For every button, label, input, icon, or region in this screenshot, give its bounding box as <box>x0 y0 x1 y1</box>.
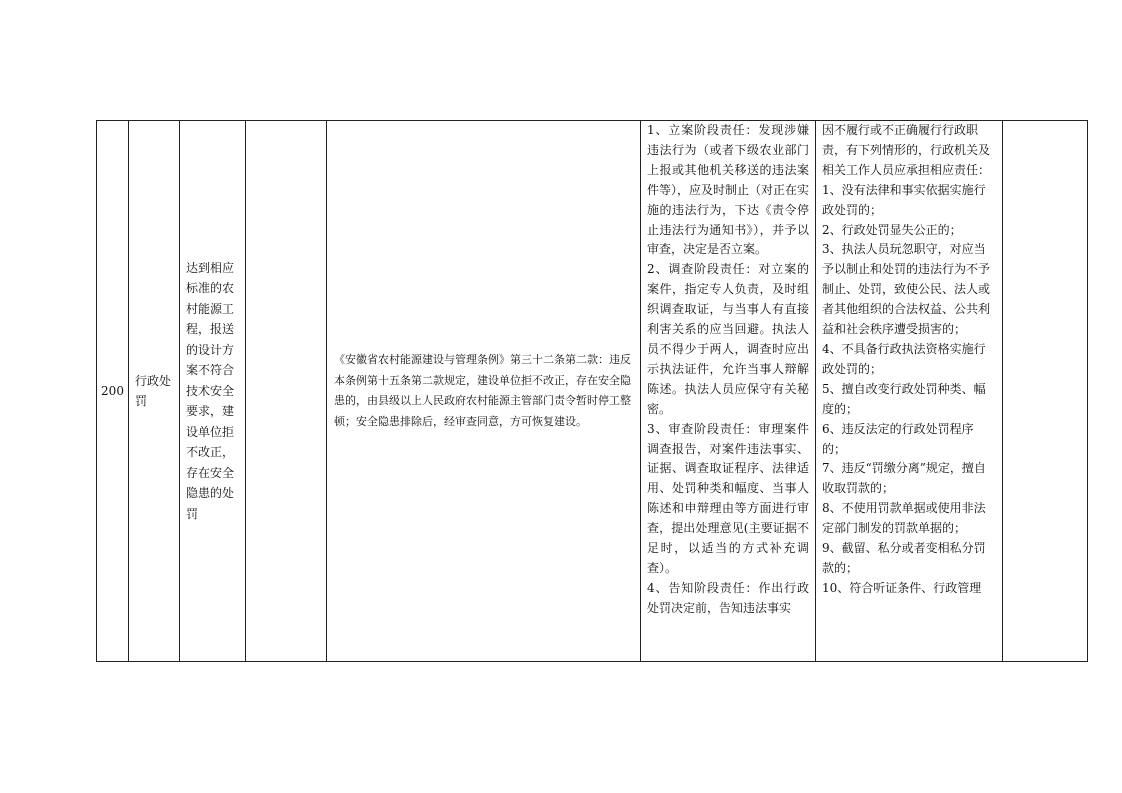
accountability-item: 2、行政处罚显失公正的； <box>822 222 962 237</box>
accountability-item: 9、截留、私分或者变相私分罚款的； <box>822 541 986 575</box>
accountability-item: 10、符合听证条件、行政管理 <box>822 580 982 595</box>
power-condition: 达到相应标准的农村能源工程，报送的设计方案不符合技术安全要求，建设单位拒不改正，存在安全隐患的处罚 <box>180 121 246 662</box>
responsibility-item: 4、告知阶段责任：作出行政处罚决定前，告知违法事实 <box>647 580 809 615</box>
legal-basis: 《安徽省农村能源建设与管理条例》第三十二条第二款：违反本条例第十五条第二款规定，建设单位拒不改正，存在安全隐患的，由县级以上人民政府农村能源主管部门责令暂时停工整顿；安全隐患排除后，经审查同意，方可恢复建设。 <box>327 121 641 662</box>
item-number: 200 <box>97 121 129 662</box>
accountability-item: 5、擅自改变行政处罚种类、幅度的； <box>822 381 986 416</box>
accountability-item: 1、没有法律和事实依据实施行政处罚的； <box>822 182 986 217</box>
accountability-cell <box>816 121 1003 662</box>
responsibility-cell <box>641 121 816 662</box>
responsibility-list <box>647 121 809 660</box>
sub-item-cell <box>246 121 327 662</box>
remarks-cell <box>1003 121 1088 662</box>
accountability-item: 3、执法人员玩忽职守，对应当予以制止和处罚的违法行为不予制止、处罚，致使公民、法人或者其他组织的合法权益、公共利益和社会秩序遭受损害的； <box>822 242 991 337</box>
responsibility-item: 2、调查阶段责任：对立案的案件，指定专人负责，及时组织调查取证，与当事人有直接利害关系的应当回避。执法人员不得少于两人，调查时应出示执法证件，允许当事人辩解陈述。执法人员应保守有关秘密。 <box>647 262 809 416</box>
accountability-item: 6、违反法定的行政处罚程序的； <box>822 421 974 456</box>
accountability-intro: 因不履行或不正确履行行政职责，有下列情形的，行政机关及相关工作人员应承担相应责任： <box>822 123 991 177</box>
responsibility-item: 3、审查阶段责任：审理案件调查报告，对案件违法事实、证据、调查取证程序、法律适用、处罚种类和幅度、当事人陈述和申辩理由等方面进行审查，提出处理意见(主要证据不足时，以适当的方式补充调查）。 <box>647 421 809 575</box>
responsibility-item: 1、立案阶段责任：发现涉嫌违法行为（或者下级农业部门上报或其他机关移送的违法案件等），应及时制止（对正在实施的违法行为，下达《责令停止违法行为通知书》），并予以审查，决定是否立案。 <box>647 123 809 257</box>
accountability-item: 7、违反“罚缴分离”规定，擅自收取罚款的； <box>822 461 986 496</box>
power-type: 行政处罚 <box>129 121 180 662</box>
power-list-table <box>96 120 1088 662</box>
table-row <box>97 121 1088 662</box>
accountability-list <box>822 121 996 660</box>
accountability-item: 8、不使用罚款单据或使用非法定部门制发的罚款单据的； <box>822 501 986 536</box>
accountability-item: 4、不具备行政执法资格实施行政处罚的； <box>822 341 986 376</box>
